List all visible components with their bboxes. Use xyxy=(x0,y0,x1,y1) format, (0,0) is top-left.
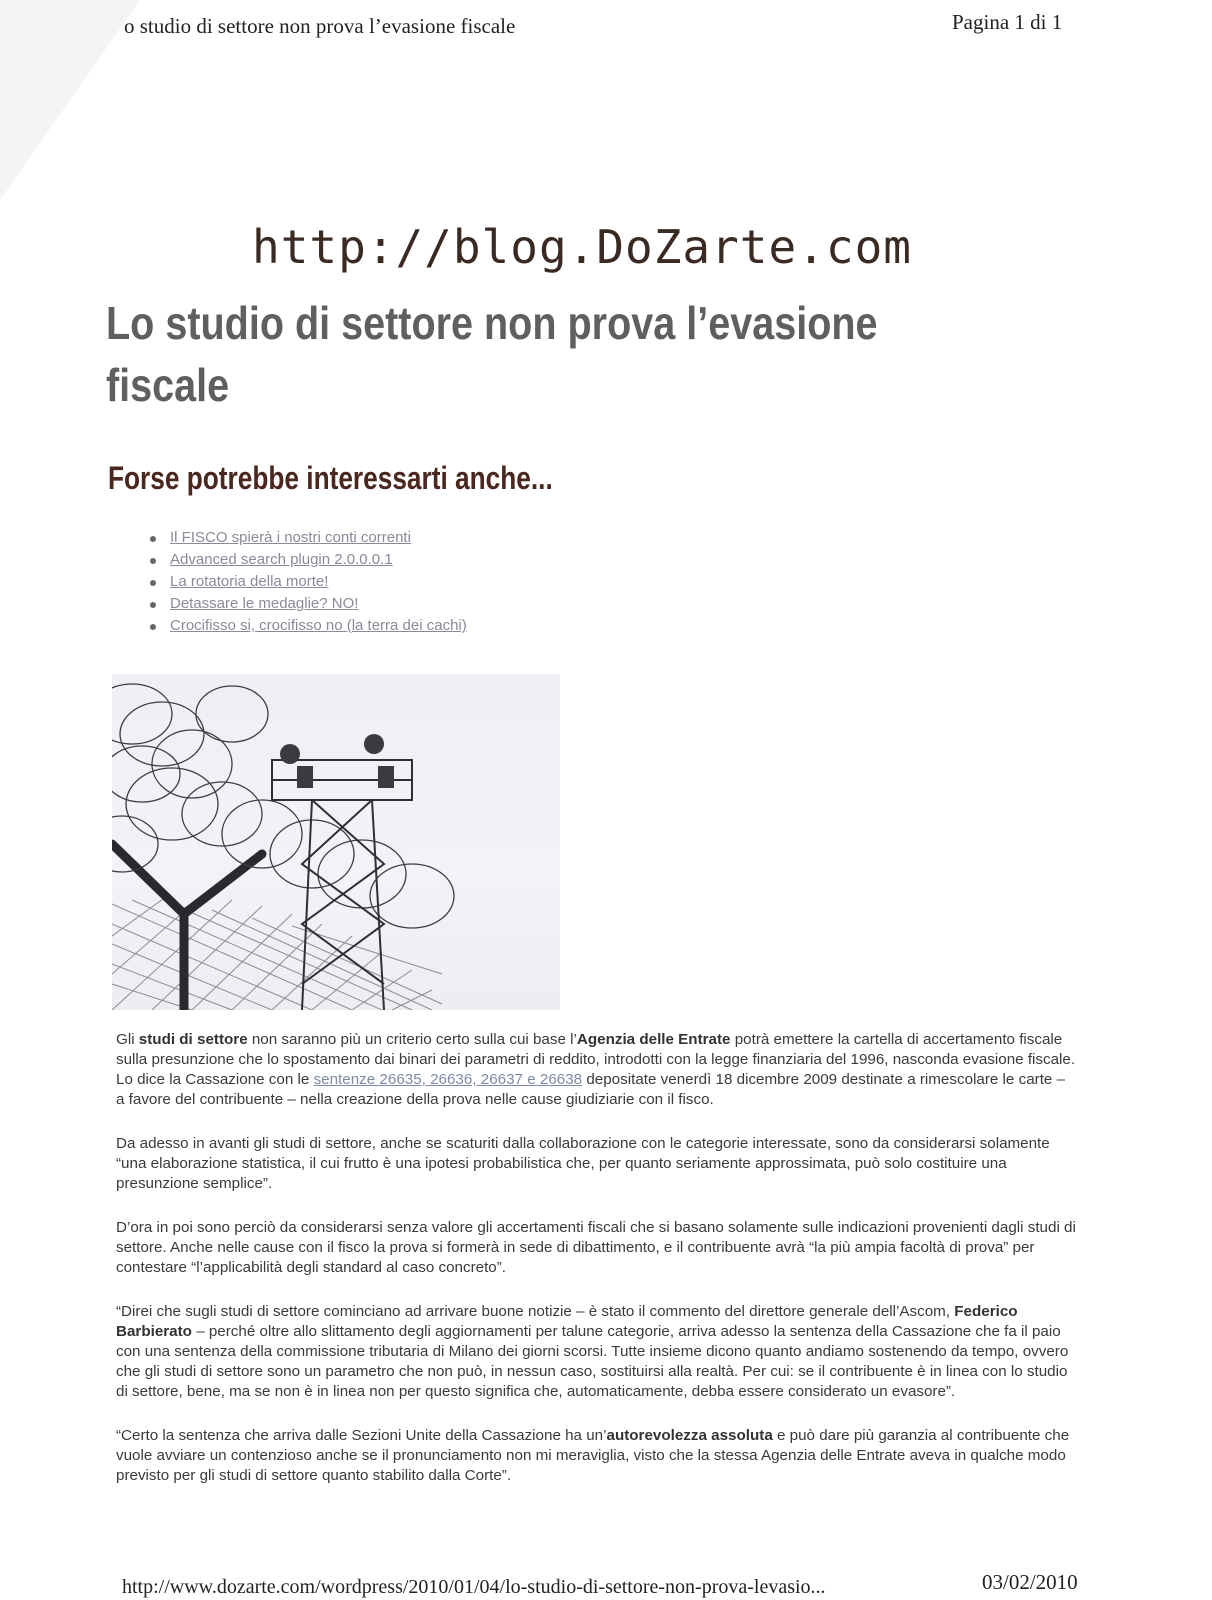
bold-text: autorevolezza assoluta xyxy=(606,1427,773,1444)
list-item xyxy=(150,549,467,571)
related-post-link[interactable]: Advanced search plugin 2.0.0.0.1 xyxy=(170,551,393,568)
related-post-link[interactable]: La rotatoria della morte! xyxy=(170,573,329,590)
related-post-link[interactable]: Il FISCO spierà i nostri conti correnti xyxy=(170,529,411,546)
text-span: – perché oltre allo slittamento degli aggiornamenti per talune categorie, arriva adesso la sentenza della Cassazione che fa il paio con una sentenza della commissione tributaria di Milano dei giorni scorsi. Tutte insieme dicono quanto andiamo sostenendo da tempo, ovvero che gli studi di settore sono un parametro che non può, in nessun caso, sostituirsi alla realtà. Per cui: se il contribuente è in linea con lo studio di settore, bene, ma se non è in linea non per questo significa che, automaticamente, debba essere considerato un evasore”. xyxy=(116,1323,1069,1400)
article-image-barbed-wire-tower xyxy=(112,674,560,1010)
text-span: Lo dice la Cassazione con le xyxy=(116,1071,314,1088)
list-item xyxy=(150,571,467,593)
article-title: Lo studio di settore non prova l’evasione fiscale xyxy=(106,297,878,411)
bold-text: Agenzia delle Entrate xyxy=(576,1031,731,1048)
text-span: “Direi che sugli studi di settore cominciano ad arrivare buone notizie – è stato il commento del direttore generale dell’Ascom, xyxy=(116,1303,955,1320)
related-posts-list xyxy=(150,527,467,637)
sentences-link[interactable]: sentenze 26635, 26636, 26637 e 26638 xyxy=(313,1071,583,1088)
text-span: depositate venerdì 18 dicembre 2009 destinate a rimescolare le carte – a favore del contribuente – nella creazione della prova nelle cause giudiziarie con il fisco. xyxy=(116,1071,1066,1108)
blog-url-banner: http://blog.DoZarte.com xyxy=(252,220,912,274)
text-span: Gli xyxy=(116,1031,139,1048)
article-body xyxy=(116,1030,1076,1510)
related-posts-heading: Forse potrebbe interessarti anche... xyxy=(108,460,553,496)
article-paragraph xyxy=(116,1302,1076,1402)
print-footer-date: 03/02/2010 xyxy=(982,1570,1078,1594)
list-item xyxy=(150,593,467,615)
article-paragraph: D’ora in poi sono perciò da considerarsi senza valore gli accertamenti fiscali che si basano solamente sulle indicazioni provenienti dagli studi di settore. Anche nelle cause con il fisco la prova si formerà in sede di dibattimento, e il contribuente avrà “la più ampia facoltà di prova” per contestare “l’applicabilità degli standard al caso concreto”. xyxy=(116,1219,1076,1276)
list-item xyxy=(150,527,467,549)
scan-folded-corner xyxy=(0,0,140,200)
bold-text: Federico Barbierato xyxy=(116,1303,1018,1340)
text-span: non saranno più un criterio certo sulla cui base l’ xyxy=(247,1031,577,1048)
text-span: “Certo la sentenza che arriva dalle Sezioni Unite della Cassazione ha un’ xyxy=(116,1427,607,1444)
article-paragraph: Da adesso in avanti gli studi di settore, anche se scaturiti dalla collaborazione con le categorie interessate, sono da considerarsi solamente “una elaborazione statistica, il cui frutto è una ipotesi probabilistica che, per quanto seriamente approssimata, può solo costituire una presunzione semplice”. xyxy=(116,1135,1050,1192)
list-item xyxy=(150,615,467,637)
print-footer-url: http://www.dozarte.com/wordpress/2010/01/04/lo-studio-di-settore-non-prova-levasio... xyxy=(122,1576,826,1598)
article-paragraph xyxy=(116,1426,1076,1486)
related-post-link[interactable]: Crocifisso si, crocifisso no (la terra dei cachi) xyxy=(170,617,467,634)
text-span: e può dare più garanzia al contribuente che vuole avviare un contenzioso anche se il pronunciamento non mi meraviglia, visto che la stessa Agenzia delle Entrate aveva in qualche modo previsto per gli studi di settore quanto stabilito dalla Corte”. xyxy=(116,1427,1070,1484)
barbed-wire-tower-illustration xyxy=(112,674,560,1010)
article-paragraph xyxy=(116,1030,1076,1110)
bold-text: studi di settore xyxy=(138,1031,248,1048)
text-span: potrà emettere la cartella di accertamento fiscale sulla presunzione che lo spostamento dai binari dei parametri di reddito, introdotti con la legge finanziaria del 1996, nasconda evasione fiscale. xyxy=(116,1031,1076,1068)
related-post-link[interactable]: Detassare le medaglie? NO! xyxy=(170,595,359,612)
print-header-title: o studio di settore non prova l’evasione fiscale xyxy=(124,14,516,38)
print-header-page-number: Pagina 1 di 1 xyxy=(952,10,1063,34)
